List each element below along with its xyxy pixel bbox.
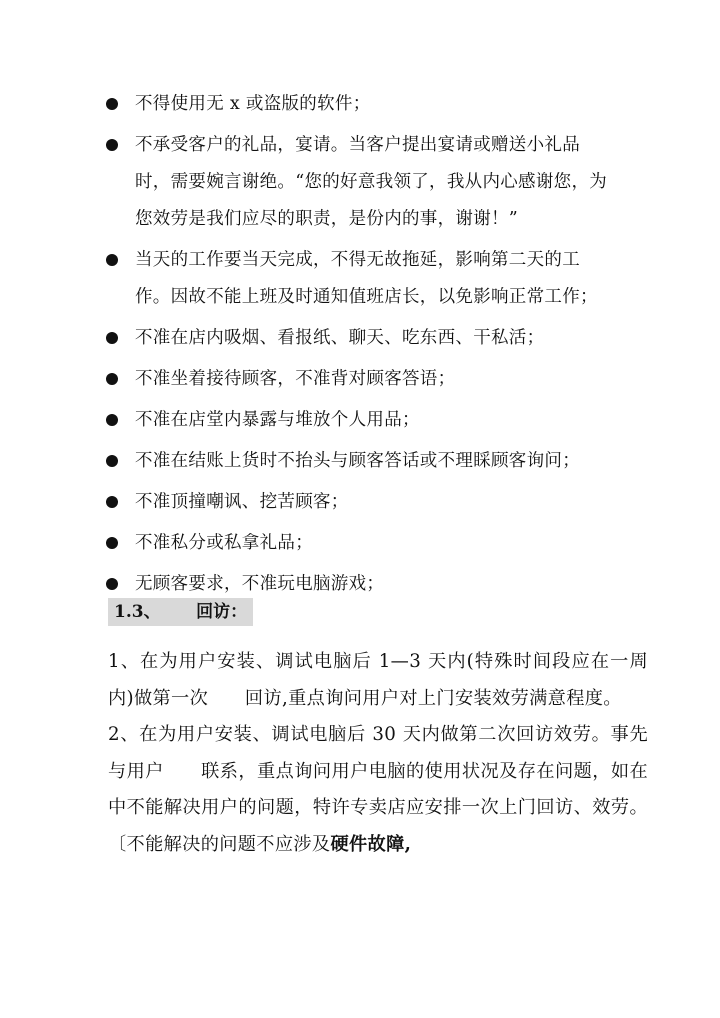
bold-text: 硬件故障, [330, 833, 412, 855]
list-item [106, 484, 666, 521]
list-item-text: 不准坐着接待顾客，不准背对顾客答语； [135, 369, 456, 389]
bullet-icon [106, 332, 118, 344]
list-item [106, 402, 666, 439]
list-item-text: 不承受客户的礼品，宴请。当客户提出宴请或赠送小礼品时，需要婉言谢绝。“您的好意我领了，我从内心感谢您，为您效劳是我们应尽的职责，是份内的事，谢谢！” [135, 135, 608, 229]
list-item-text: 不准在店内吸烟、看报纸、聊天、吃东西、干私活； [135, 328, 545, 348]
paragraph [108, 717, 685, 863]
list-item [106, 525, 666, 562]
paragraph: 1、在为用户安装、调试电脑后 1—3 天内(特殊时间段应在一周内)做第一次 回访,重点询问用户对上门安装效劳满意程度。 [108, 651, 648, 709]
bullet-icon [106, 139, 118, 151]
bullet-icon [106, 254, 118, 266]
list-item-text: 不准顶撞嘲讽、挖苦顾客； [135, 492, 349, 512]
list-item-text: 不得使用无 x 或盗版的软件； [135, 94, 371, 114]
section-heading: 1.3、 回访： [108, 598, 253, 626]
list-item [106, 127, 666, 238]
list-item [106, 86, 666, 123]
bullet-icon [106, 455, 118, 467]
bullet-icon [106, 578, 118, 590]
list-item [106, 443, 666, 480]
bullet-icon [106, 373, 118, 385]
list-item [106, 361, 666, 398]
list-item [106, 320, 666, 357]
list-item-text: 当天的工作要当天完成，不得无故拖延，影响第二天的工作。因故不能上班及时通知值班店长，以免影响正常工作； [135, 250, 598, 307]
list-item-text: 不准私分或私拿礼品； [135, 533, 313, 553]
bullet-icon [106, 414, 118, 426]
list-item-text: 不准在结账上货时不抬头与顾客答话或不理睬顾客询问； [135, 451, 580, 471]
bullet-icon [106, 98, 118, 110]
bullet-icon [106, 537, 118, 549]
list-item [106, 242, 666, 316]
paragraph-text: 2、在为用户安装、调试电脑后 30 天内做第二次回访效劳。事先与用户 联系，重点询问用户电脑的使用状况及存在问题，如在 中不能解决用户的问题，特许专卖店应安排一次上门回访、效劳。〔不能解决的问题不应涉及 [108, 724, 685, 855]
body-paragraphs [108, 644, 685, 863]
bullet-icon [106, 496, 118, 508]
list-item-text: 无顾客要求，不准玩电脑游戏； [135, 574, 385, 594]
rules-bullet-list [106, 86, 666, 607]
list-item-text: 不准在店堂内暴露与堆放个人用品； [135, 410, 420, 430]
